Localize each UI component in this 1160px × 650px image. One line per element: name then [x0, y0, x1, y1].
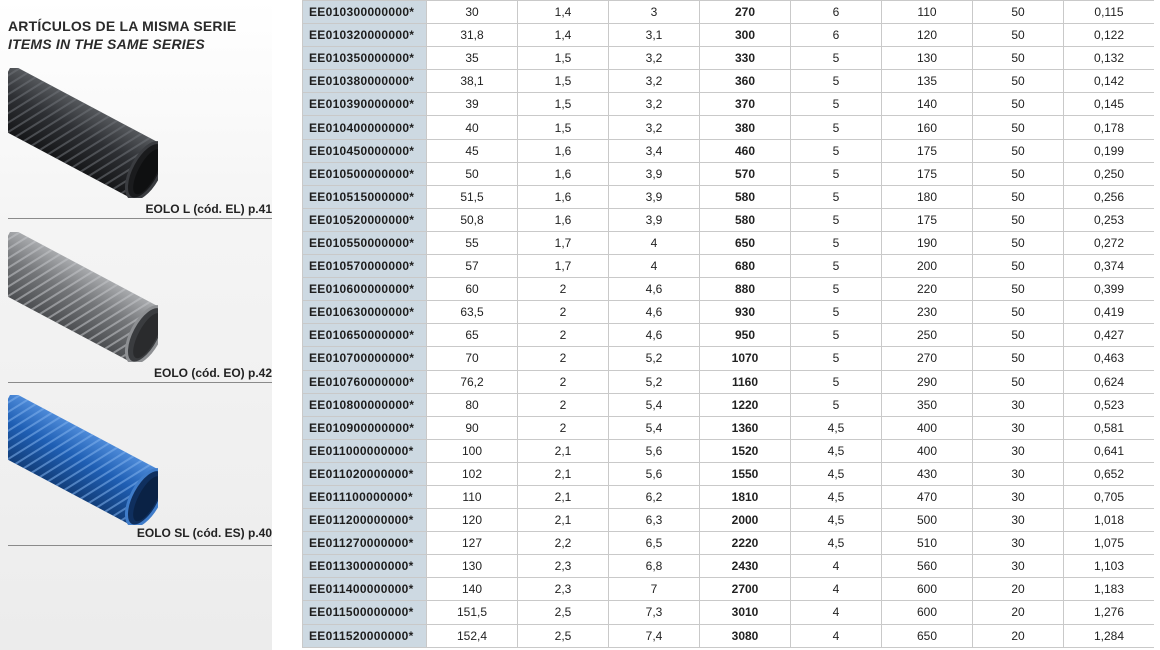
cell-pressure: 470	[882, 485, 973, 508]
cell-inner-diameter: 65	[427, 324, 518, 347]
cell-bend-radius: 5	[791, 185, 882, 208]
cell-wall-thickness: 2,5	[518, 624, 609, 647]
cell-pressure: 175	[882, 208, 973, 231]
cell-length: 50	[973, 278, 1064, 301]
cell-pressure: 175	[882, 139, 973, 162]
cell-inner-diameter: 90	[427, 416, 518, 439]
cell-price: 1,018	[1064, 509, 1155, 532]
cell-pitch: 7,4	[609, 624, 700, 647]
cell-wall-thickness: 1,5	[518, 116, 609, 139]
cell-wall-thickness: 1,6	[518, 208, 609, 231]
cell-weight: 570	[700, 162, 791, 185]
cell-inner-diameter: 130	[427, 555, 518, 578]
table-row	[303, 255, 1155, 278]
table-row	[303, 416, 1155, 439]
hose-blue-icon	[8, 395, 158, 525]
cell-inner-diameter: 70	[427, 347, 518, 370]
cell-bend-radius: 5	[791, 393, 882, 416]
cell-length: 50	[973, 185, 1064, 208]
cell-pressure: 350	[882, 393, 973, 416]
cell-inner-diameter: 51,5	[427, 185, 518, 208]
table-row	[303, 532, 1155, 555]
cell-weight: 1220	[700, 393, 791, 416]
table-row	[303, 231, 1155, 254]
cell-inner-diameter: 80	[427, 393, 518, 416]
table-row	[303, 301, 1155, 324]
cell-price: 1,103	[1064, 555, 1155, 578]
cell-wall-thickness: 2	[518, 324, 609, 347]
cell-pitch: 4,6	[609, 324, 700, 347]
cell-wall-thickness: 2,1	[518, 485, 609, 508]
cell-inner-diameter: 38,1	[427, 70, 518, 93]
cell-pressure: 650	[882, 624, 973, 647]
series-item-eolo[interactable]	[8, 232, 272, 382]
table-row	[303, 601, 1155, 624]
cell-inner-diameter: 100	[427, 439, 518, 462]
cell-code[interactable]: EE011300000000*	[303, 555, 427, 578]
cell-length: 50	[973, 255, 1064, 278]
cell-length: 50	[973, 70, 1064, 93]
series-caption-eolo-sl[interactable]: EOLO SL (cód. ES) p.40	[136, 526, 272, 540]
cell-length: 30	[973, 485, 1064, 508]
cell-pressure: 160	[882, 116, 973, 139]
cell-bend-radius: 4,5	[791, 509, 882, 532]
divider	[8, 218, 272, 219]
cell-code[interactable]: EE011520000000*	[303, 624, 427, 647]
table-row	[303, 439, 1155, 462]
cell-length: 50	[973, 162, 1064, 185]
cell-weight: 300	[700, 24, 791, 47]
cell-length: 20	[973, 601, 1064, 624]
cell-pitch: 6,8	[609, 555, 700, 578]
cell-wall-thickness: 1,6	[518, 162, 609, 185]
cell-bend-radius: 4,5	[791, 462, 882, 485]
cell-weight: 3080	[700, 624, 791, 647]
cell-length: 50	[973, 47, 1064, 70]
cell-weight: 360	[700, 70, 791, 93]
cell-pressure: 400	[882, 416, 973, 439]
table-row	[303, 578, 1155, 601]
cell-pitch: 3,2	[609, 93, 700, 116]
cell-pressure: 135	[882, 70, 973, 93]
cell-pressure: 500	[882, 509, 973, 532]
cell-price: 0,115	[1064, 1, 1155, 24]
table-row	[303, 116, 1155, 139]
cell-bend-radius: 4	[791, 578, 882, 601]
table-row	[303, 208, 1155, 231]
cell-weight: 460	[700, 139, 791, 162]
cell-pressure: 130	[882, 47, 973, 70]
cell-code[interactable]: EE011000000000*	[303, 439, 427, 462]
cell-length: 50	[973, 24, 1064, 47]
cell-bend-radius: 5	[791, 231, 882, 254]
cell-bend-radius: 5	[791, 370, 882, 393]
table-row	[303, 93, 1155, 116]
table-row	[303, 1, 1155, 24]
cell-pitch: 5,6	[609, 439, 700, 462]
cell-wall-thickness: 1,6	[518, 185, 609, 208]
cell-price: 0,272	[1064, 231, 1155, 254]
cell-code[interactable]: EE011270000000*	[303, 532, 427, 555]
cell-bend-radius: 4	[791, 624, 882, 647]
cell-weight: 2430	[700, 555, 791, 578]
cell-length: 20	[973, 578, 1064, 601]
cell-wall-thickness: 2,2	[518, 532, 609, 555]
cell-inner-diameter: 151,5	[427, 601, 518, 624]
cell-pitch: 5,6	[609, 462, 700, 485]
cell-weight: 270	[700, 1, 791, 24]
cell-pressure: 560	[882, 555, 973, 578]
specs-table	[302, 0, 1154, 648]
cell-price: 0,463	[1064, 347, 1155, 370]
cell-bend-radius: 5	[791, 255, 882, 278]
cell-pressure: 190	[882, 231, 973, 254]
cell-weight: 3010	[700, 601, 791, 624]
cell-bend-radius: 4,5	[791, 416, 882, 439]
cell-code[interactable]: EE010630000000*	[303, 301, 427, 324]
cell-price: 1,276	[1064, 601, 1155, 624]
cell-inner-diameter: 35	[427, 47, 518, 70]
cell-inner-diameter: 63,5	[427, 301, 518, 324]
cell-pressure: 290	[882, 370, 973, 393]
hose-black-icon	[8, 68, 158, 198]
cell-code[interactable]: EE010390000000*	[303, 93, 427, 116]
cell-code[interactable]: EE010650000000*	[303, 324, 427, 347]
cell-inner-diameter: 127	[427, 532, 518, 555]
cell-weight: 650	[700, 231, 791, 254]
cell-code[interactable]: EE010380000000*	[303, 70, 427, 93]
table-row	[303, 24, 1155, 47]
cell-price: 0,142	[1064, 70, 1155, 93]
cell-inner-diameter: 102	[427, 462, 518, 485]
cell-pressure: 270	[882, 347, 973, 370]
cell-code[interactable]: EE010550000000*	[303, 231, 427, 254]
cell-wall-thickness: 2,3	[518, 578, 609, 601]
cell-code[interactable]: EE010570000000*	[303, 255, 427, 278]
cell-pressure: 250	[882, 324, 973, 347]
cell-price: 1,075	[1064, 532, 1155, 555]
cell-length: 50	[973, 347, 1064, 370]
cell-price: 0,652	[1064, 462, 1155, 485]
cell-wall-thickness: 2	[518, 301, 609, 324]
series-item-eolo-sl[interactable]	[8, 395, 272, 545]
cell-pitch: 6,2	[609, 485, 700, 508]
table-row	[303, 555, 1155, 578]
cell-length: 50	[973, 93, 1064, 116]
table-row	[303, 47, 1155, 70]
cell-length: 50	[973, 208, 1064, 231]
cell-weight: 880	[700, 278, 791, 301]
cell-pitch: 5,2	[609, 370, 700, 393]
cell-code[interactable]: EE010500000000*	[303, 162, 427, 185]
cell-price: 0,523	[1064, 393, 1155, 416]
cell-pitch: 6,5	[609, 532, 700, 555]
cell-wall-thickness: 1,7	[518, 231, 609, 254]
series-caption-eolo-l[interactable]: EOLO L (cód. EL) p.41	[145, 202, 272, 216]
cell-wall-thickness: 1,5	[518, 93, 609, 116]
cell-pitch: 7	[609, 578, 700, 601]
cell-price: 0,419	[1064, 301, 1155, 324]
table-row	[303, 162, 1155, 185]
table-row	[303, 139, 1155, 162]
cell-price: 1,183	[1064, 578, 1155, 601]
series-item-eolo-l[interactable]	[8, 68, 272, 218]
cell-weight: 1810	[700, 485, 791, 508]
cell-wall-thickness: 2,1	[518, 462, 609, 485]
cell-inner-diameter: 40	[427, 116, 518, 139]
table-row	[303, 370, 1155, 393]
cell-wall-thickness: 1,5	[518, 47, 609, 70]
cell-inner-diameter: 39	[427, 93, 518, 116]
cell-pressure: 180	[882, 185, 973, 208]
table-row	[303, 278, 1155, 301]
cell-weight: 2700	[700, 578, 791, 601]
cell-bend-radius: 5	[791, 278, 882, 301]
cell-bend-radius: 5	[791, 47, 882, 70]
table-row	[303, 509, 1155, 532]
table-row	[303, 624, 1155, 647]
table-row	[303, 347, 1155, 370]
cell-code[interactable]: EE010760000000*	[303, 370, 427, 393]
cell-inner-diameter: 31,8	[427, 24, 518, 47]
cell-weight: 1160	[700, 370, 791, 393]
table-row	[303, 185, 1155, 208]
cell-price: 0,145	[1064, 93, 1155, 116]
cell-price: 0,374	[1064, 255, 1155, 278]
cell-bend-radius: 5	[791, 93, 882, 116]
cell-length: 30	[973, 555, 1064, 578]
cell-pitch: 3,2	[609, 47, 700, 70]
cell-price: 0,253	[1064, 208, 1155, 231]
cell-code[interactable]: EE011100000000*	[303, 485, 427, 508]
cell-bend-radius: 4	[791, 555, 882, 578]
cell-pressure: 220	[882, 278, 973, 301]
cell-price: 0,581	[1064, 416, 1155, 439]
cell-inner-diameter: 110	[427, 485, 518, 508]
cell-length: 50	[973, 324, 1064, 347]
cell-inner-diameter: 76,2	[427, 370, 518, 393]
series-sidebar	[0, 0, 272, 650]
divider	[8, 382, 272, 383]
cell-code[interactable]: EE010700000000*	[303, 347, 427, 370]
cell-length: 30	[973, 509, 1064, 532]
cell-inner-diameter: 50	[427, 162, 518, 185]
cell-pitch: 3	[609, 1, 700, 24]
cell-pitch: 3,1	[609, 24, 700, 47]
cell-length: 50	[973, 370, 1064, 393]
cell-bend-radius: 5	[791, 208, 882, 231]
cell-code[interactable]: EE010320000000*	[303, 24, 427, 47]
cell-code[interactable]: EE010520000000*	[303, 208, 427, 231]
cell-pitch: 3,2	[609, 70, 700, 93]
hose-grey-icon	[8, 232, 158, 362]
cell-wall-thickness: 2	[518, 347, 609, 370]
cell-inner-diameter: 140	[427, 578, 518, 601]
cell-weight: 950	[700, 324, 791, 347]
cell-price: 0,641	[1064, 439, 1155, 462]
cell-length: 30	[973, 462, 1064, 485]
cell-length: 50	[973, 231, 1064, 254]
cell-code[interactable]: EE010400000000*	[303, 116, 427, 139]
specs-table-body	[303, 1, 1155, 648]
cell-price: 0,705	[1064, 485, 1155, 508]
cell-code[interactable]: EE011020000000*	[303, 462, 427, 485]
cell-weight: 2220	[700, 532, 791, 555]
cell-pressure: 120	[882, 24, 973, 47]
cell-code[interactable]: EE011500000000*	[303, 601, 427, 624]
table-row	[303, 70, 1155, 93]
cell-weight: 1520	[700, 439, 791, 462]
cell-weight: 1360	[700, 416, 791, 439]
cell-pressure: 140	[882, 93, 973, 116]
cell-pitch: 3,9	[609, 185, 700, 208]
cell-length: 30	[973, 532, 1064, 555]
cell-price: 0,256	[1064, 185, 1155, 208]
cell-inner-diameter: 60	[427, 278, 518, 301]
cell-pressure: 400	[882, 439, 973, 462]
cell-pressure: 230	[882, 301, 973, 324]
series-subtitle: ITEMS IN THE SAME SERIES	[8, 36, 205, 52]
specs-table-wrapper	[302, 0, 1154, 650]
cell-code[interactable]: EE010450000000*	[303, 139, 427, 162]
cell-bend-radius: 5	[791, 301, 882, 324]
table-row	[303, 485, 1155, 508]
cell-bend-radius: 5	[791, 70, 882, 93]
cell-bend-radius: 4	[791, 601, 882, 624]
cell-wall-thickness: 1,6	[518, 139, 609, 162]
cell-code[interactable]: EE010515000000*	[303, 185, 427, 208]
cell-code[interactable]: EE010300000000*	[303, 1, 427, 24]
cell-pressure: 600	[882, 578, 973, 601]
cell-wall-thickness: 2,1	[518, 439, 609, 462]
cell-pressure: 175	[882, 162, 973, 185]
series-caption-eolo[interactable]: EOLO (cód. EO) p.42	[153, 366, 272, 380]
table-row	[303, 462, 1155, 485]
cell-pitch: 5,4	[609, 416, 700, 439]
cell-bend-radius: 6	[791, 24, 882, 47]
cell-length: 30	[973, 416, 1064, 439]
cell-wall-thickness: 1,4	[518, 24, 609, 47]
cell-inner-diameter: 120	[427, 509, 518, 532]
cell-wall-thickness: 2,3	[518, 555, 609, 578]
cell-weight: 370	[700, 93, 791, 116]
cell-pitch: 3,4	[609, 139, 700, 162]
cell-inner-diameter: 45	[427, 139, 518, 162]
cell-pressure: 600	[882, 601, 973, 624]
cell-inner-diameter: 152,4	[427, 624, 518, 647]
cell-bend-radius: 4,5	[791, 485, 882, 508]
cell-wall-thickness: 2,1	[518, 509, 609, 532]
divider	[8, 545, 272, 546]
cell-inner-diameter: 57	[427, 255, 518, 278]
cell-pitch: 6,3	[609, 509, 700, 532]
cell-bend-radius: 5	[791, 324, 882, 347]
cell-wall-thickness: 2	[518, 278, 609, 301]
cell-price: 0,427	[1064, 324, 1155, 347]
cell-pitch: 7,3	[609, 601, 700, 624]
cell-wall-thickness: 2	[518, 393, 609, 416]
cell-price: 0,624	[1064, 370, 1155, 393]
table-row	[303, 324, 1155, 347]
cell-bend-radius: 5	[791, 347, 882, 370]
cell-bend-radius: 5	[791, 139, 882, 162]
cell-wall-thickness: 1,4	[518, 1, 609, 24]
cell-pitch: 5,2	[609, 347, 700, 370]
cell-length: 30	[973, 439, 1064, 462]
cell-weight: 1070	[700, 347, 791, 370]
cell-pitch: 3,2	[609, 116, 700, 139]
cell-wall-thickness: 2	[518, 370, 609, 393]
cell-length: 20	[973, 624, 1064, 647]
cell-code[interactable]: EE010350000000*	[303, 47, 427, 70]
cell-pressure: 110	[882, 1, 973, 24]
cell-pressure: 200	[882, 255, 973, 278]
table-row	[303, 393, 1155, 416]
cell-inner-diameter: 30	[427, 1, 518, 24]
cell-price: 0,132	[1064, 47, 1155, 70]
cell-bend-radius: 6	[791, 1, 882, 24]
cell-length: 30	[973, 393, 1064, 416]
cell-weight: 580	[700, 208, 791, 231]
cell-weight: 380	[700, 116, 791, 139]
cell-price: 0,122	[1064, 24, 1155, 47]
cell-pitch: 4	[609, 255, 700, 278]
cell-code[interactable]: EE010900000000*	[303, 416, 427, 439]
cell-bend-radius: 5	[791, 162, 882, 185]
cell-wall-thickness: 2,5	[518, 601, 609, 624]
cell-code[interactable]: EE011400000000*	[303, 578, 427, 601]
cell-price: 0,250	[1064, 162, 1155, 185]
cell-pressure: 430	[882, 462, 973, 485]
cell-pitch: 3,9	[609, 162, 700, 185]
cell-price: 1,284	[1064, 624, 1155, 647]
cell-pitch: 3,9	[609, 208, 700, 231]
cell-wall-thickness: 2	[518, 416, 609, 439]
cell-pitch: 4,6	[609, 278, 700, 301]
cell-weight: 680	[700, 255, 791, 278]
cell-bend-radius: 5	[791, 116, 882, 139]
cell-length: 50	[973, 1, 1064, 24]
cell-length: 50	[973, 116, 1064, 139]
cell-pitch: 4	[609, 231, 700, 254]
cell-weight: 580	[700, 185, 791, 208]
cell-inner-diameter: 55	[427, 231, 518, 254]
cell-price: 0,399	[1064, 278, 1155, 301]
cell-wall-thickness: 1,5	[518, 70, 609, 93]
cell-pitch: 4,6	[609, 301, 700, 324]
cell-length: 50	[973, 301, 1064, 324]
cell-inner-diameter: 50,8	[427, 208, 518, 231]
cell-price: 0,178	[1064, 116, 1155, 139]
cell-wall-thickness: 1,7	[518, 255, 609, 278]
cell-code[interactable]: EE010800000000*	[303, 393, 427, 416]
cell-length: 50	[973, 139, 1064, 162]
cell-code[interactable]: EE010600000000*	[303, 278, 427, 301]
cell-code[interactable]: EE011200000000*	[303, 509, 427, 532]
cell-price: 0,199	[1064, 139, 1155, 162]
cell-pitch: 5,4	[609, 393, 700, 416]
cell-weight: 930	[700, 301, 791, 324]
cell-weight: 330	[700, 47, 791, 70]
cell-pressure: 510	[882, 532, 973, 555]
cell-weight: 2000	[700, 509, 791, 532]
series-title: ARTÍCULOS DE LA MISMA SERIE	[8, 18, 237, 34]
cell-weight: 1550	[700, 462, 791, 485]
cell-bend-radius: 4,5	[791, 532, 882, 555]
cell-bend-radius: 4,5	[791, 439, 882, 462]
